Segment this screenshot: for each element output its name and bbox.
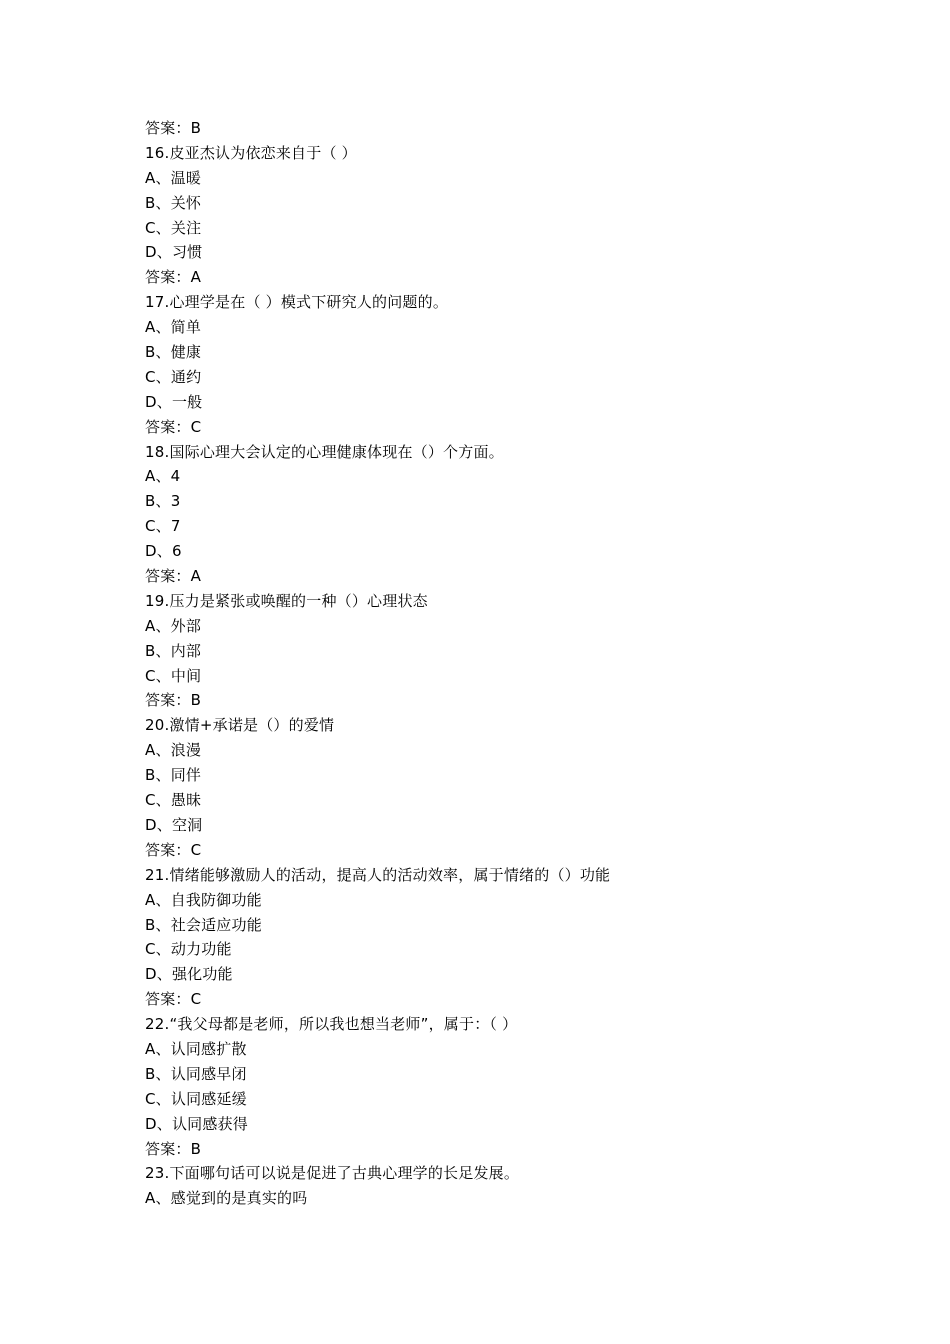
option-line: B、社会适应功能: [145, 915, 262, 934]
option-line: A、认同感扩散: [145, 1039, 247, 1058]
option-line: B、内部: [145, 641, 202, 660]
question-text-block: [145, 116, 845, 1211]
option-line: C、通约: [145, 367, 202, 386]
option-line: D、强化功能: [145, 965, 233, 984]
option-line: A、温暖: [145, 168, 202, 187]
answer-line: 答案：C: [145, 417, 202, 436]
option-line: A、浪漫: [145, 741, 202, 760]
option-line: A、简单: [145, 318, 202, 337]
question-line: 21.情绪能够激励人的活动，提高人的活动效率，属于情绪的（）功能: [145, 865, 611, 884]
option-line: D、一般: [145, 392, 203, 411]
option-line: C、中间: [145, 666, 202, 685]
question-line: 19.压力是紧张或唤醒的一种（）心理状态: [145, 591, 428, 610]
option-line: C、7: [145, 517, 181, 536]
answer-line: 答案：B: [145, 119, 202, 137]
option-line: A、自我防御功能: [145, 890, 262, 909]
question-line: 16.皮亚杰认为依恋来自于（ ）: [145, 143, 357, 162]
option-line: A、感觉到的是真实的吗: [145, 1189, 308, 1208]
option-line: B、同伴: [145, 766, 202, 785]
answer-line: 答案：B: [145, 1139, 202, 1158]
answer-line: 答案：A: [145, 268, 202, 287]
option-line: D、习惯: [145, 243, 203, 262]
answer-line: 答案：C: [145, 990, 202, 1009]
answer-line: 答案：C: [145, 840, 202, 859]
option-line: C、认同感延缓: [145, 1089, 247, 1108]
answer-line: 答案：A: [145, 567, 202, 586]
answer-line: 答案：B: [145, 691, 202, 710]
option-line: B、健康: [145, 343, 202, 362]
question-line: 22.“我父母都是老师，所以我也想当老师”，属于：（ ）: [145, 1015, 518, 1034]
question-line: 17.心理学是在（ ）模式下研究人的问题的。: [145, 293, 449, 312]
option-line: C、愚昧: [145, 791, 202, 810]
option-line: B、关怀: [145, 193, 202, 212]
option-line: B、认同感早闭: [145, 1064, 247, 1083]
option-line: D、6: [145, 542, 182, 561]
option-line: D、认同感获得: [145, 1114, 248, 1133]
option-line: C、关注: [145, 218, 202, 237]
option-line: A、外部: [145, 616, 202, 635]
option-line: D、空洞: [145, 815, 203, 834]
question-line: 18.国际心理大会认定的心理健康体现在（）个方面。: [145, 442, 504, 461]
option-line: A、4: [145, 467, 181, 486]
option-line: C、动力功能: [145, 940, 232, 959]
option-line: B、3: [145, 492, 181, 511]
question-line: 23.下面哪句话可以说是促进了古典心理学的长足发展。: [145, 1164, 520, 1183]
question-line: 20.激情+承诺是（）的爱情: [145, 716, 335, 735]
